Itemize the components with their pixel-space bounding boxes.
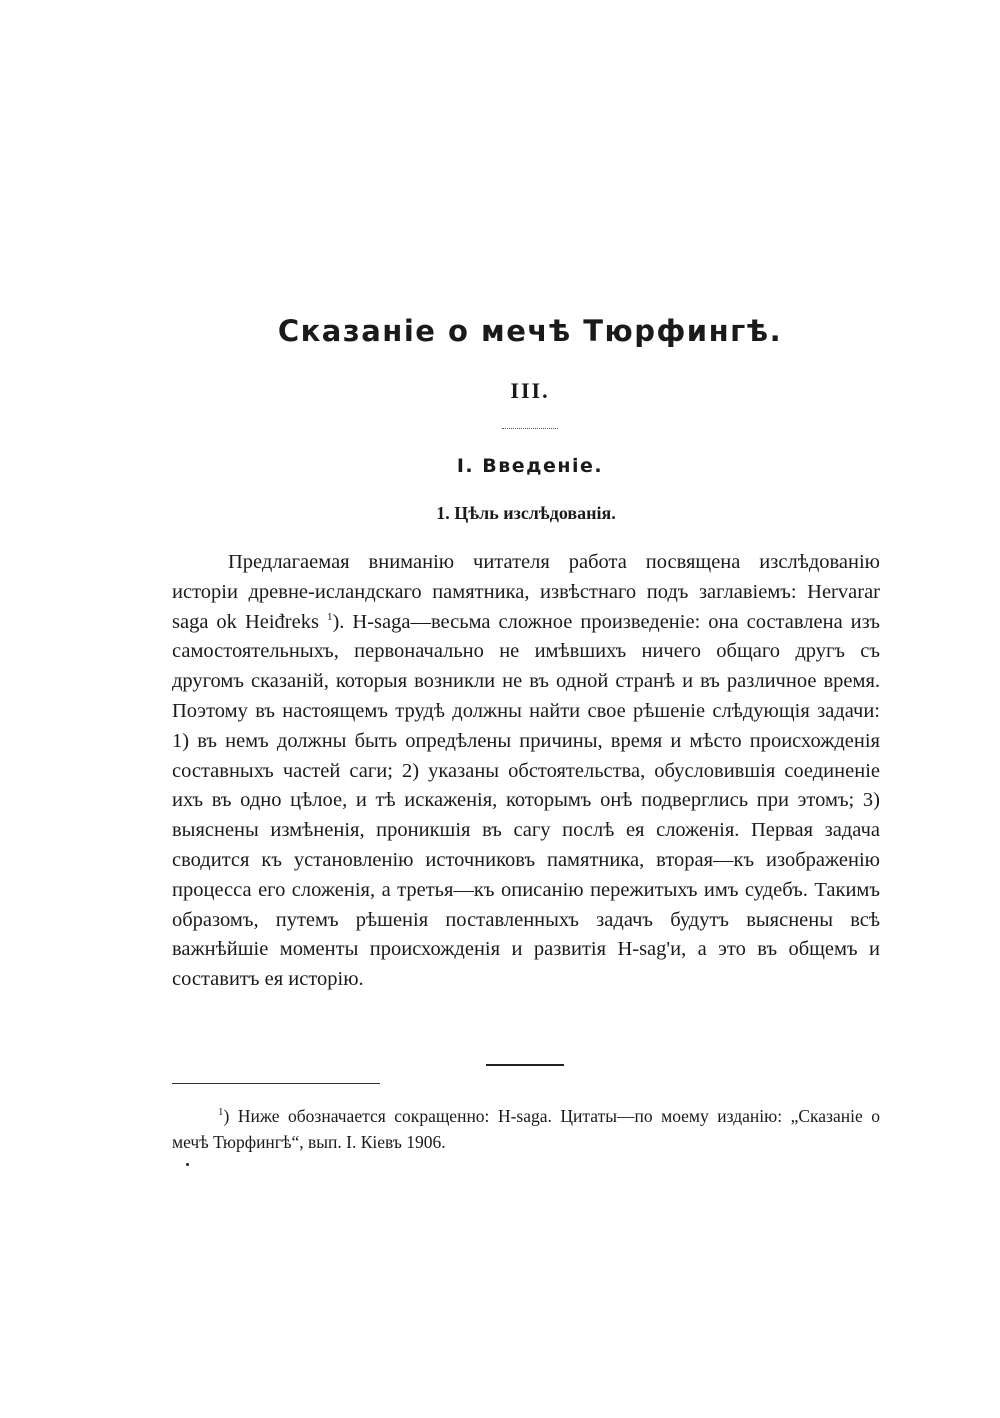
footnote (172, 1103, 880, 1155)
subsection-heading: 1. Цѣль изслѣдованія. (436, 503, 616, 523)
footnote-text: ) Ниже обозначается сокращенно: H-saga. Цитаты—по моему изданію: „Сказаніе о мечѣ Тюрфингѣ“, вып. I. Кіевъ 1906. (172, 1106, 880, 1152)
body-paragraph-part2: ). H-saga—весьма сложное произведеніе: она составлена изъ самостоятельныхъ, первоначально не имѣвшихъ ничего общаго другъ съ другомъ сказаній, которыя возникли не въ одной странѣ и въ различное время. Поэтому въ настоящемъ трудѣ должны найти свое рѣшеніе слѣдующія задачи: 1) въ немъ должны быть опредѣлены причины, время и мѣсто происхожденія составныхъ частей саги; 2) указаны обстоятельства, обусловившія соединеніе ихъ въ одно цѣлое, и тѣ искаженія, которымъ онѣ подверглись при этомъ; 3) выяснены измѣненія, проникшія въ сагу послѣ ея сложенія. Первая задача сводится къ установленію источниковъ памятника, вторая—къ изображенію процесса его сложенія, а третья—къ описанію пережитыхъ имъ судебъ. Такимъ образомъ, путемъ рѣшенія поставленныхъ задачъ будутъ выяснены всѣ важнѣйшіе моменты происхожденія и развитія H-sag'и, а это въ общемъ и составитъ ея исторію. (172, 610, 880, 991)
footnote-mark: 1 (218, 1106, 224, 1119)
print-speck (186, 1163, 189, 1166)
document-title: Сказаніе о мечѣ Тюрфингѣ. (277, 314, 783, 348)
section-heading: I. Введеніе. (456, 455, 604, 477)
body-paragraph (172, 548, 880, 995)
footnote-separator (172, 1083, 380, 1084)
footnote-reference-mark: 1 (326, 610, 333, 623)
dotted-divider (502, 428, 558, 429)
end-of-text-rule (486, 1064, 564, 1066)
part-number: III. (510, 378, 550, 403)
body-paragraph-part1: Предлагаемая вниманію читателя работа посвящена изслѣдованію исторіи древне-исландскаго памятника, извѣстнаго подъ заглавіемъ: Hervarar saga ok Heiđreks (172, 551, 880, 633)
